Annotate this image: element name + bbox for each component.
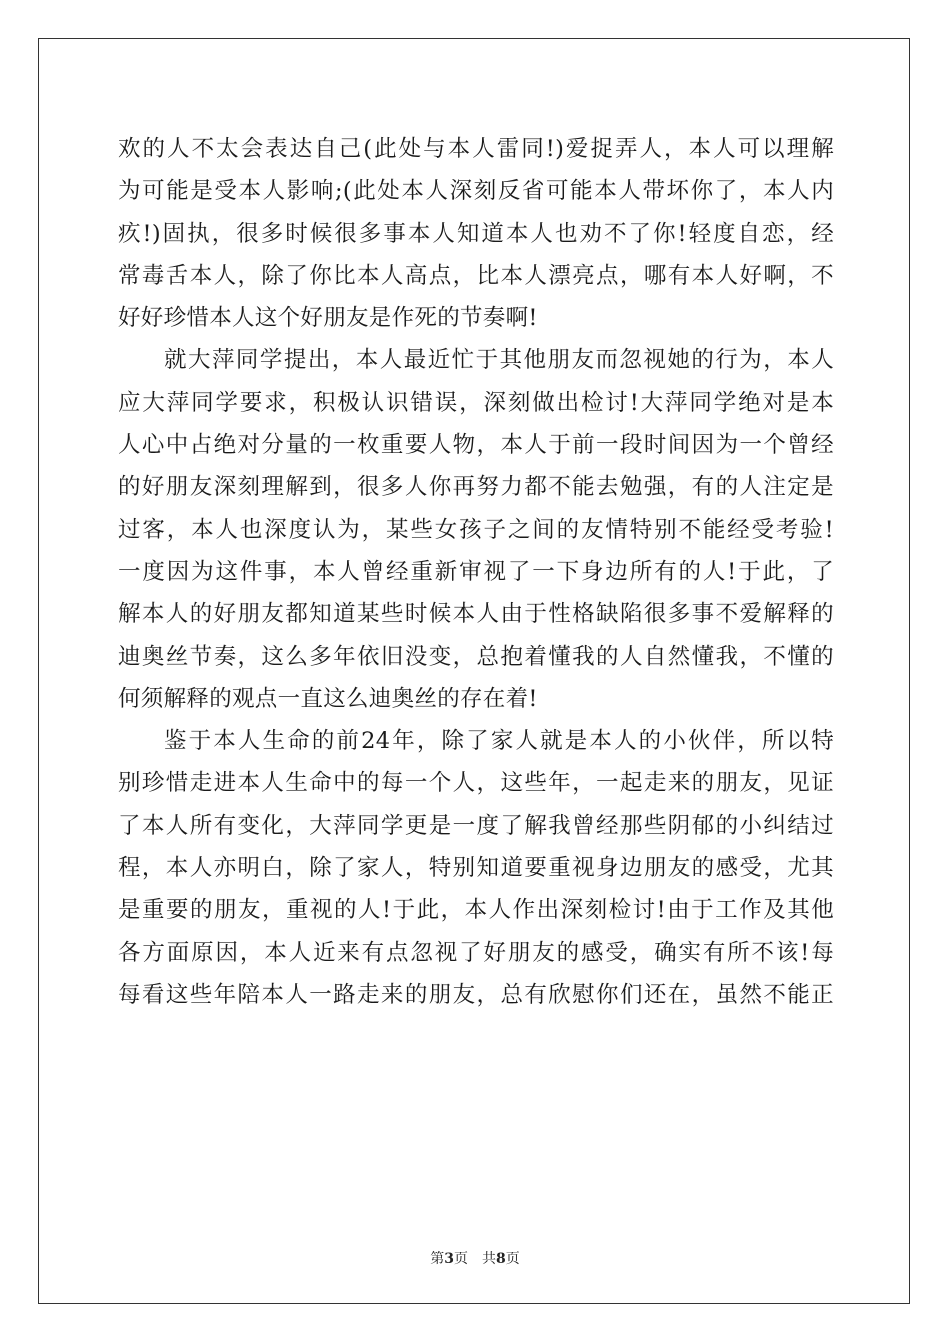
current-page-number: 3 <box>444 1251 454 1267</box>
page-footer <box>0 1248 950 1268</box>
total-page-count: 8 <box>496 1251 506 1267</box>
text-line: 各方面原因，本人近来有点忽视了好朋友的感受，确实有所不该!每 <box>118 939 834 966</box>
text-line: 解本人的好朋友都知道某些时候本人由于性格缺陷很多事不爱解释的 <box>118 601 834 628</box>
paragraph-first-line: 鉴于本人生命的前24年，除了家人就是本人的小伙伴，所以特 <box>164 728 834 755</box>
document-body <box>118 128 834 1016</box>
text-line: 疚!)固执，很多时候很多事本人知道本人也劝不了你!轻度自恋，经 <box>118 220 834 247</box>
text-line: 好好珍惜本人这个好朋友是作死的节奏啊! <box>118 305 538 332</box>
page-unit: 页 <box>454 1251 468 1267</box>
paragraph-first-line: 就大萍同学提出，本人最近忙于其他朋友而忽视她的行为，本人 <box>164 347 834 374</box>
text-line: 应大萍同学要求，积极认识错误，深刻做出检讨!大萍同学绝对是本 <box>118 389 834 416</box>
text-line: 常毒舌本人，除了你比本人高点，比本人漂亮点，哪有本人好啊，不 <box>118 262 834 289</box>
total-unit: 页 <box>505 1251 520 1267</box>
text-line: 过客，本人也深度认为，某些女孩子之间的友情特别不能经受考验! <box>118 516 834 543</box>
page-prefix: 第 <box>430 1251 445 1267</box>
text-line: 别珍惜走进本人生命中的每一个人，这些年，一起走来的朋友，见证 <box>118 770 834 797</box>
text-line: 迪奥丝节奏，这么多年依旧没变，总抱着懂我的人自然懂我，不懂的 <box>118 643 834 670</box>
total-prefix: 共 <box>482 1251 496 1267</box>
text-line: 每看这些年陪本人一路走来的朋友，总有欣慰你们还在，虽然不能正 <box>118 981 834 1008</box>
text-line: 程，本人亦明白，除了家人，特别知道要重视身边朋友的感受，尤其 <box>118 855 834 882</box>
text-line: 何须解释的观点一直这么迪奥丝的存在着! <box>118 685 538 712</box>
text-line: 是重要的朋友，重视的人!于此，本人作出深刻检讨!由于工作及其他 <box>118 897 834 924</box>
text-line: 为可能是受本人影响;(此处本人深刻反省可能本人带坏你了，本人内 <box>118 178 834 205</box>
text-line: 一度因为这件事，本人曾经重新审视了一下身边所有的人!于此，了 <box>118 558 834 585</box>
text-line: 人心中占绝对分量的一枚重要人物，本人于前一段时间因为一个曾经 <box>118 432 834 459</box>
text-line: 的好朋友深刻理解到，很多人你再努力都不能去勉强，有的人注定是 <box>118 474 834 501</box>
text-line: 欢的人不太会表达自己(此处与本人雷同!)爱捉弄人，本人可以理解 <box>118 136 834 162</box>
text-line: 了本人所有变化，大萍同学更是一度了解我曾经那些阴郁的小纠结过 <box>118 812 834 839</box>
